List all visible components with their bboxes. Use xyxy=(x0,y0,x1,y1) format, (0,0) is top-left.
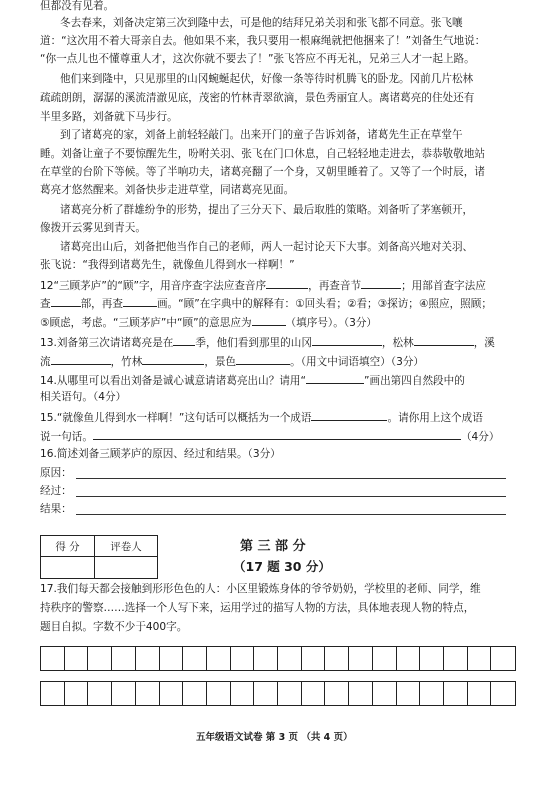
q16-result-label: 结果： xyxy=(40,503,72,515)
score-header: 得 分 xyxy=(41,536,95,557)
score-table xyxy=(40,535,158,579)
question-12-line3: ⑤顾虑，考虑。“三顾茅庐”中“顾”的意思应为 （填序号）。（3分） xyxy=(40,314,377,330)
question-17-line2: 持秩序的警察……选择一个人写下来，运用学过的描写人物的方法，具体地表现人物的特点， xyxy=(40,602,475,614)
q14-blank-1[interactable] xyxy=(306,372,364,384)
q12-blank-5[interactable] xyxy=(252,314,286,326)
score-cell[interactable] xyxy=(41,557,95,579)
q13-blank-3[interactable] xyxy=(414,334,474,346)
q15-blank-1[interactable] xyxy=(311,409,387,421)
question-16-prompt: 16.简述刘备三顾茅庐的原因、经过和结果。（3分） xyxy=(40,448,281,460)
passage-p4-line1: 诸葛亮分析了群雄纷争的形势，提出了三分天下、最后取胜的策略。刘备听了茅塞顿开， xyxy=(60,204,474,216)
passage-p4-line2: 像拨开云雾见到青天。 xyxy=(40,222,146,234)
q13-blank-2[interactable] xyxy=(312,334,382,346)
q16-process-label: 经过： xyxy=(40,485,72,497)
question-14-line2: 相关语句。（4分） xyxy=(40,391,127,403)
passage-p2-line1: 他们来到隆中，只见那里的山冈蜿蜒起伏，好像一条等待时机腾飞的卧龙。冈前几片松林 xyxy=(60,73,474,85)
question-13-line1: 13.刘备第三次请诸葛亮是在 季，他们看到那里的山冈 ，松林 ，溪 xyxy=(40,334,495,350)
passage-p2-line3: 半里多路，刘备就下马步行。 xyxy=(40,111,178,123)
question-17-line3: 题目自拟。字数不少于400字。 xyxy=(40,621,188,633)
question-12-line2: 查 部，再查 画。“顾”在字典中的解释有：①回头看；②看；③探访；④照应，照顾； xyxy=(40,295,492,311)
q13-blank-1[interactable] xyxy=(173,334,195,346)
q12-blank-2[interactable] xyxy=(361,277,401,289)
passage-p3-line2: 睡。刘备让童子不要惊醒先生，吩咐关羽、张飞在门口休息，自己轻轻地走进去，恭恭敬敬地站 xyxy=(40,148,485,160)
passage-p5-line1: 诸葛亮出山后，刘备把他当作自己的老师，两人一起讨论天下大事。刘备高兴地对关羽、 xyxy=(60,241,474,253)
q15-blank-2[interactable] xyxy=(93,428,461,440)
question-15-line2: 说一句话。 （4分） xyxy=(40,428,500,444)
passage-p3-line1: 到了诸葛亮的家，刘备上前轻轻敲门。出来开门的童子告诉刘备，诸葛先生正在草堂午 xyxy=(60,129,463,141)
section-subtitle: （17 题 30 分） xyxy=(233,559,331,574)
passage-tail: 但都没有见着。 xyxy=(40,0,115,12)
q12-blank-4[interactable] xyxy=(123,295,157,307)
passage-p3-line3: 在草堂的台阶下等候。等了半响功夫，诸葛亮翻了一个身，又朝里睡着了。又等了一个时辰，诸 xyxy=(40,166,485,178)
question-14-line1: 14.从哪里可以看出刘备是诚心诚意请诸葛亮出山？请用“ ”画出第四自然段中的 xyxy=(40,372,465,388)
q13-blank-6[interactable] xyxy=(236,353,290,365)
question-15-line1: 15.“就像鱼儿得到水一样啊！”这句话可以概括为一个成语 。请你用上这个成语 xyxy=(40,409,483,425)
question-17-line1: 17.我们每天都会接触到形形色色的人：小区里锻炼身体的爷爷奶奶，学校里的老师、同学，维 xyxy=(40,583,481,595)
passage-p1-line3: “你一点儿也不懂尊重人才，这次你就不要去了！”张飞答应不再无礼，兄弟三人才一起上路。 xyxy=(40,53,475,65)
passage-p1-line2: 道：“这次用不着大哥亲自去。他如果不来，我只要用一根麻绳就把他捆来了！”刘备生气地说： xyxy=(40,35,486,47)
q12-blank-1[interactable] xyxy=(266,277,308,289)
question-13-line2: 流 ，竹林 ，景色 。（用文中词语填空）（3分） xyxy=(40,353,424,369)
q13-blank-4[interactable] xyxy=(51,353,111,365)
q12-blank-3[interactable] xyxy=(51,295,81,307)
section-title: 第 三 部 分 xyxy=(240,539,306,554)
q16-reason-line[interactable] xyxy=(76,478,506,479)
grader-cell[interactable] xyxy=(95,557,158,579)
grader-header: 评卷人 xyxy=(95,536,158,557)
q16-process-line[interactable] xyxy=(76,496,506,497)
q13-blank-5[interactable] xyxy=(142,353,204,365)
writing-grid-row-1[interactable] xyxy=(40,646,516,671)
passage-p3-line4: 葛亮才悠然醒来。刘备快步走进草堂，同诸葛亮见面。 xyxy=(40,184,295,196)
writing-grid-row-2[interactable] xyxy=(40,681,516,706)
page-footer: 五年级语文试卷 第 3 页 （共 4 页） xyxy=(196,732,353,743)
passage-p5-line2: 张飞说：“我得到诸葛先生，就像鱼儿得到水一样啊！” xyxy=(40,259,295,271)
passage-p1-line1: 冬去春来，刘备决定第三次到隆中去，可是他的结拜兄弟关羽和张飞都不同意。张飞嚷 xyxy=(60,17,463,29)
passage-p2-line2: 疏疏朗朗，潺潺的溪流清澈见底，茂密的竹林青翠欲滴，景色秀丽宜人。离诸葛亮的住处还有 xyxy=(40,92,475,104)
q16-result-line[interactable] xyxy=(76,514,506,515)
question-12-line1: 12“三顾茅庐”的“顾”字，用音序查字法应查音序 ，再查音节 ；用部首查字法应 xyxy=(40,277,486,293)
q16-reason-label: 原因： xyxy=(40,467,72,479)
